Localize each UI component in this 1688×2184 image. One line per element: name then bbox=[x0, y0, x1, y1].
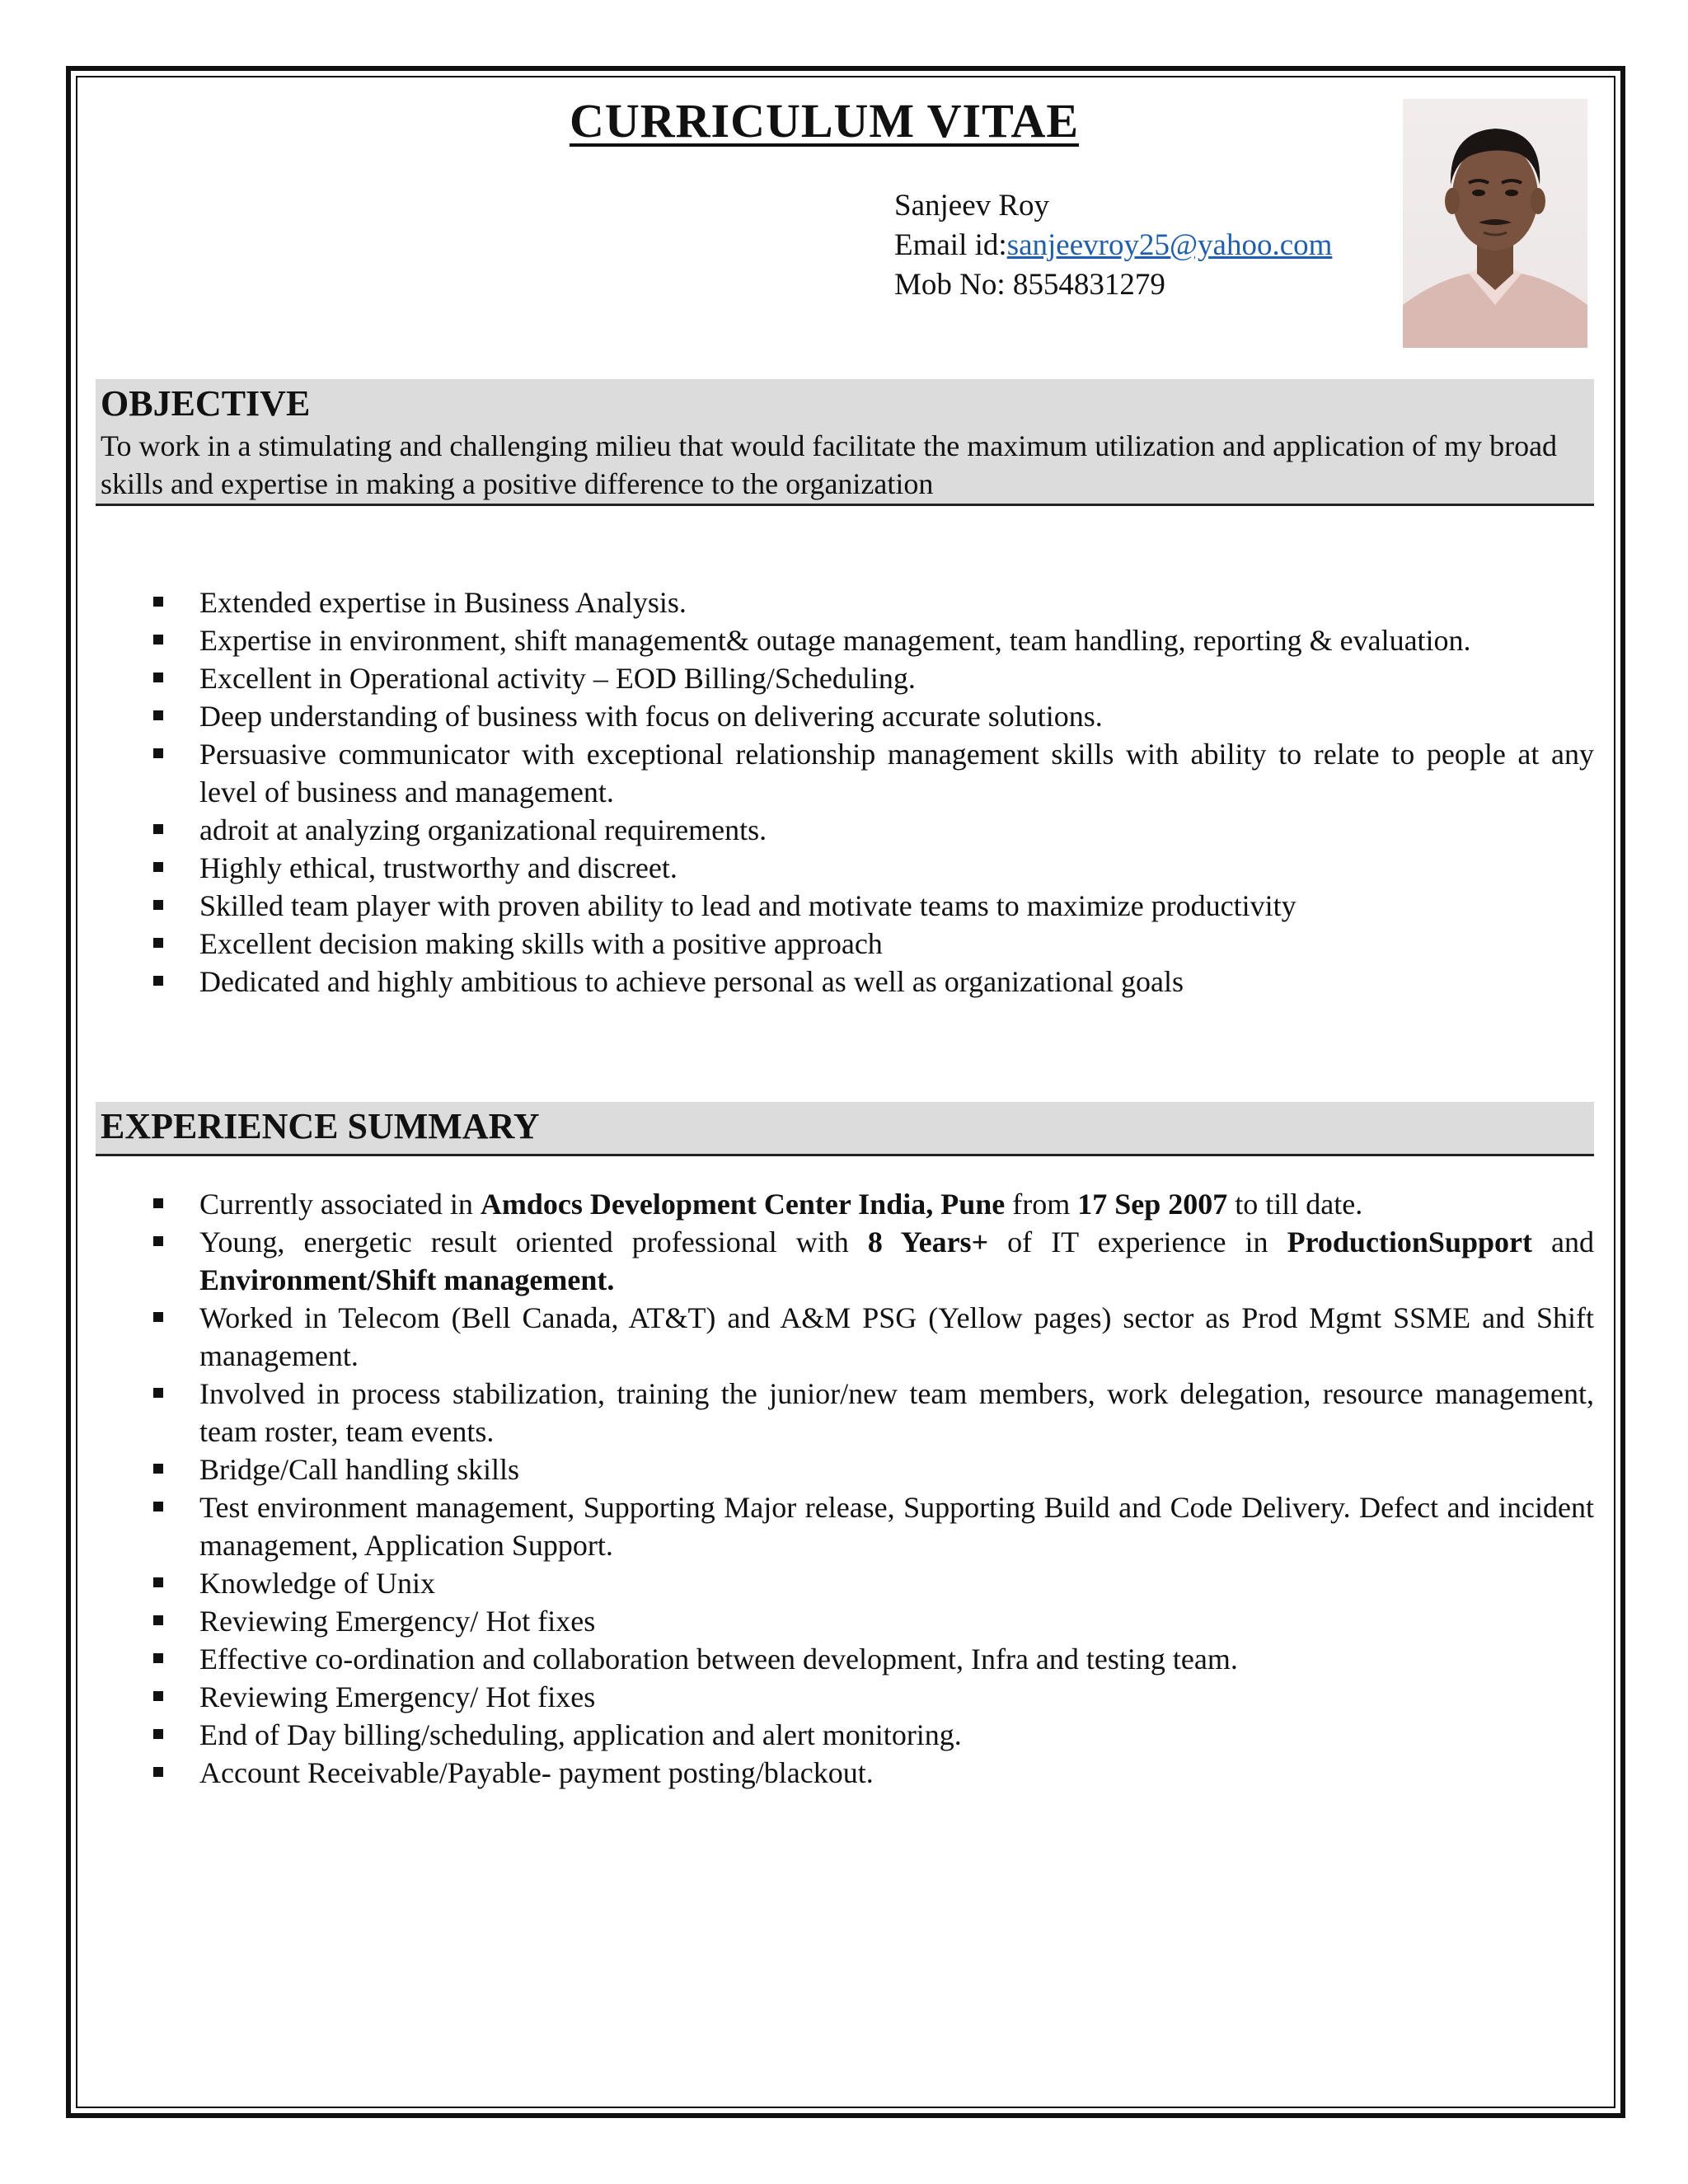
list-item: Excellent in Operational activity – EOD Billing/Scheduling. bbox=[96, 659, 1594, 697]
start-date: 17 Sep 2007 bbox=[1077, 1188, 1228, 1221]
experience-section bbox=[96, 1102, 1594, 1156]
list-item: Knowledge of Unix bbox=[96, 1564, 1594, 1602]
company-name: Amdocs Development Center India, Pune bbox=[480, 1188, 1006, 1221]
list-item: Bridge/Call handling skills bbox=[96, 1451, 1594, 1488]
list-item: Expertise in environment, shift management& outage management, team handling, reporting & evaluation. bbox=[96, 621, 1594, 659]
experience-list bbox=[96, 1185, 1594, 1792]
text-run: to till date. bbox=[1227, 1188, 1363, 1221]
text-run: of IT experience in bbox=[988, 1226, 1287, 1258]
profile-photo bbox=[1403, 99, 1587, 348]
area-production: ProductionSupport bbox=[1287, 1226, 1532, 1258]
years-experience: 8 Years+ bbox=[867, 1226, 989, 1258]
objective-section bbox=[96, 379, 1594, 506]
document-title-text: CURRICULUM VITAE bbox=[569, 94, 1080, 148]
list-item: Deep understanding of business with focus on delivering accurate solutions. bbox=[96, 697, 1594, 735]
text-run: and bbox=[1531, 1226, 1595, 1258]
contact-block bbox=[894, 186, 1332, 305]
list-item: Account Receivable/Payable- payment posting/blackout. bbox=[96, 1754, 1594, 1792]
list-item: Test environment management, Supporting Major release, Supporting Build and Code Delivery. Defect and incident management, Application Support. bbox=[96, 1488, 1594, 1564]
mobile-number: Mob No: 8554831279 bbox=[894, 268, 1165, 302]
text-run: from bbox=[1005, 1188, 1078, 1221]
list-item: Extended expertise in Business Analysis. bbox=[96, 583, 1594, 621]
list-item: Involved in process stabilization, training the junior/new team members, work delegation, resource management, team roster, team events. bbox=[96, 1375, 1594, 1451]
email-line bbox=[894, 226, 1332, 265]
list-item bbox=[96, 1185, 1594, 1223]
list-item: End of Day billing/scheduling, application and alert monitoring. bbox=[96, 1716, 1594, 1754]
text-run: Young, energetic result oriented professional with bbox=[199, 1226, 868, 1258]
list-item: Reviewing Emergency/ Hot fixes bbox=[96, 1602, 1594, 1640]
list-item: Highly ethical, trustworthy and discreet. bbox=[96, 849, 1594, 887]
email-link[interactable]: sanjeevroy25@yahoo.com bbox=[1006, 228, 1333, 262]
list-item bbox=[96, 1223, 1594, 1299]
email-label: Email id: bbox=[894, 228, 1007, 262]
list-item: Persuasive communicator with exceptional relationship management skills with ability to relate to people at any level of business and management. bbox=[96, 735, 1594, 811]
text-run: Currently associated in bbox=[199, 1188, 481, 1221]
skills-list bbox=[96, 583, 1594, 1001]
list-item: adroit at analyzing organizational requirements. bbox=[96, 811, 1594, 849]
area-environment: Environment/Shift management. bbox=[199, 1263, 615, 1296]
list-item: Effective co-ordination and collaboration between development, Infra and testing team. bbox=[96, 1640, 1594, 1678]
objective-heading: OBJECTIVE bbox=[101, 383, 311, 424]
objective-text: To work in a stimulating and challenging milieu that would facilitate the maximum utilization and application of my broad skills and expertise in making a positive difference to the organization bbox=[101, 429, 1558, 500]
list-item: Excellent decision making skills with a positive approach bbox=[96, 925, 1594, 963]
list-item: Skilled team player with proven ability to lead and motivate teams to maximize productivity bbox=[96, 887, 1594, 925]
experience-heading: EXPERIENCE SUMMARY bbox=[101, 1106, 540, 1146]
list-item: Dedicated and highly ambitious to achieve personal as well as organizational goals bbox=[96, 963, 1594, 1001]
candidate-name: Sanjeev Roy bbox=[894, 189, 1050, 223]
list-item: Reviewing Emergency/ Hot fixes bbox=[96, 1678, 1594, 1716]
list-item: Worked in Telecom (Bell Canada, AT&T) and A&M PSG (Yellow pages) sector as Prod Mgmt SSME and Shift management. bbox=[96, 1299, 1594, 1375]
